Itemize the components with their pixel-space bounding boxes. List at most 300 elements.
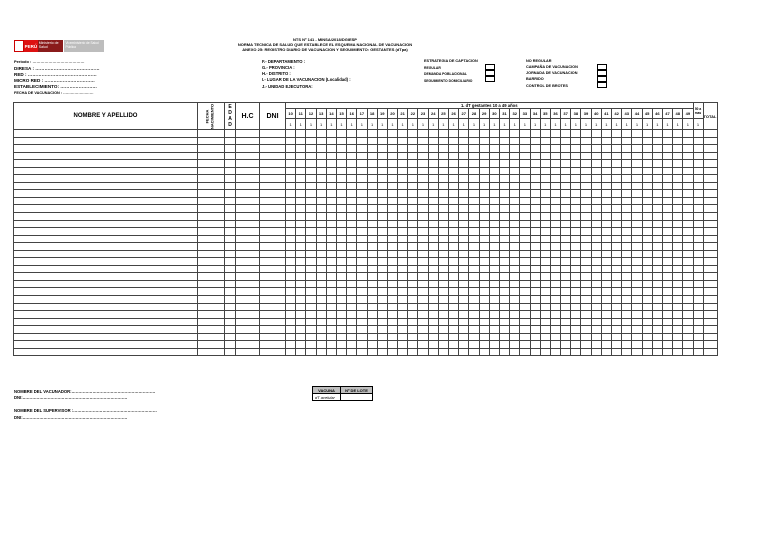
table-cell[interactable] bbox=[561, 167, 571, 175]
table-cell[interactable] bbox=[387, 250, 397, 258]
table-cell[interactable] bbox=[540, 288, 550, 296]
table-cell[interactable] bbox=[520, 145, 530, 153]
table-cell[interactable] bbox=[703, 296, 717, 304]
table-cell[interactable] bbox=[459, 175, 469, 183]
table-cell[interactable] bbox=[673, 326, 683, 334]
table-cell[interactable] bbox=[286, 130, 296, 138]
table-cell[interactable] bbox=[357, 182, 367, 190]
table-cell[interactable] bbox=[347, 205, 357, 213]
table-cell[interactable] bbox=[693, 250, 703, 258]
table-cell[interactable] bbox=[693, 197, 703, 205]
table-cell[interactable] bbox=[591, 326, 601, 334]
table-cell[interactable] bbox=[540, 197, 550, 205]
table-cell[interactable] bbox=[286, 228, 296, 236]
table-cell[interactable] bbox=[418, 333, 428, 341]
table-cell[interactable] bbox=[540, 175, 550, 183]
table-cell[interactable] bbox=[326, 197, 336, 205]
table-cell[interactable] bbox=[260, 213, 286, 221]
table-cell[interactable] bbox=[571, 311, 581, 319]
table-cell[interactable] bbox=[550, 311, 560, 319]
table-cell[interactable] bbox=[286, 273, 296, 281]
table-cell[interactable] bbox=[198, 348, 225, 356]
table-cell[interactable] bbox=[367, 220, 377, 228]
table-cell[interactable] bbox=[428, 258, 438, 266]
table-cell[interactable] bbox=[632, 296, 642, 304]
table-cell[interactable] bbox=[530, 175, 540, 183]
table-cell[interactable] bbox=[225, 205, 236, 213]
table-cell[interactable] bbox=[642, 235, 652, 243]
table-cell[interactable] bbox=[225, 333, 236, 341]
table-cell[interactable] bbox=[693, 213, 703, 221]
table-cell[interactable] bbox=[622, 303, 632, 311]
table-cell[interactable] bbox=[449, 273, 459, 281]
table-cell[interactable] bbox=[632, 175, 642, 183]
table-cell[interactable] bbox=[612, 205, 622, 213]
table-cell[interactable] bbox=[652, 341, 662, 349]
table-cell[interactable] bbox=[438, 326, 448, 334]
table-cell[interactable] bbox=[326, 326, 336, 334]
table-cell[interactable] bbox=[540, 326, 550, 334]
table-cell[interactable] bbox=[703, 167, 717, 175]
table-cell[interactable] bbox=[622, 182, 632, 190]
table-cell[interactable] bbox=[14, 190, 198, 198]
table-cell[interactable] bbox=[662, 235, 672, 243]
table-cell[interactable] bbox=[306, 167, 316, 175]
table-cell[interactable] bbox=[367, 175, 377, 183]
summary-lote-cell[interactable] bbox=[341, 394, 373, 401]
table-cell[interactable] bbox=[367, 311, 377, 319]
table-cell[interactable] bbox=[418, 250, 428, 258]
table-cell[interactable] bbox=[489, 190, 499, 198]
table-cell[interactable] bbox=[622, 243, 632, 251]
table-cell[interactable] bbox=[642, 175, 652, 183]
table-cell[interactable] bbox=[612, 190, 622, 198]
table-cell[interactable] bbox=[540, 167, 550, 175]
table-cell[interactable] bbox=[520, 318, 530, 326]
table-cell[interactable] bbox=[571, 137, 581, 145]
table-cell[interactable] bbox=[510, 265, 520, 273]
table-cell[interactable] bbox=[418, 258, 428, 266]
table-cell[interactable] bbox=[540, 228, 550, 236]
table-cell[interactable] bbox=[438, 311, 448, 319]
table-cell[interactable] bbox=[14, 265, 198, 273]
table-cell[interactable] bbox=[662, 303, 672, 311]
table-cell[interactable] bbox=[581, 243, 591, 251]
table-cell[interactable] bbox=[703, 190, 717, 198]
table-cell[interactable] bbox=[683, 326, 693, 334]
table-cell[interactable] bbox=[336, 265, 346, 273]
table-cell[interactable] bbox=[438, 197, 448, 205]
table-cell[interactable] bbox=[418, 311, 428, 319]
table-cell[interactable] bbox=[398, 175, 408, 183]
table-cell[interactable] bbox=[336, 213, 346, 221]
table-cell[interactable] bbox=[296, 190, 306, 198]
table-cell[interactable] bbox=[236, 326, 260, 334]
table-cell[interactable] bbox=[316, 137, 326, 145]
table-cell[interactable] bbox=[581, 213, 591, 221]
table-cell[interactable] bbox=[428, 190, 438, 198]
table-cell[interactable] bbox=[540, 250, 550, 258]
table-cell[interactable] bbox=[632, 213, 642, 221]
table-cell[interactable] bbox=[225, 258, 236, 266]
table-cell[interactable] bbox=[499, 213, 509, 221]
table-cell[interactable] bbox=[479, 311, 489, 319]
table-cell[interactable] bbox=[499, 167, 509, 175]
table-cell[interactable] bbox=[662, 130, 672, 138]
table-cell[interactable] bbox=[530, 228, 540, 236]
table-cell[interactable] bbox=[225, 190, 236, 198]
table-cell[interactable] bbox=[377, 182, 387, 190]
table-cell[interactable] bbox=[438, 182, 448, 190]
table-cell[interactable] bbox=[438, 333, 448, 341]
table-cell[interactable] bbox=[316, 318, 326, 326]
table-cell[interactable] bbox=[198, 213, 225, 221]
table-cell[interactable] bbox=[236, 348, 260, 356]
table-cell[interactable] bbox=[612, 326, 622, 334]
table-cell[interactable] bbox=[499, 311, 509, 319]
table-cell[interactable] bbox=[703, 273, 717, 281]
table-cell[interactable] bbox=[225, 311, 236, 319]
table-cell[interactable] bbox=[387, 333, 397, 341]
table-cell[interactable] bbox=[326, 296, 336, 304]
table-cell[interactable] bbox=[449, 145, 459, 153]
table-cell[interactable] bbox=[499, 243, 509, 251]
table-cell[interactable] bbox=[14, 205, 198, 213]
table-cell[interactable] bbox=[489, 318, 499, 326]
table-cell[interactable] bbox=[530, 235, 540, 243]
table-cell[interactable] bbox=[703, 318, 717, 326]
table-cell[interactable] bbox=[693, 311, 703, 319]
table-cell[interactable] bbox=[530, 288, 540, 296]
table-cell[interactable] bbox=[459, 288, 469, 296]
table-cell[interactable] bbox=[581, 326, 591, 334]
table-cell[interactable] bbox=[428, 243, 438, 251]
table-cell[interactable] bbox=[377, 333, 387, 341]
table-cell[interactable] bbox=[347, 190, 357, 198]
table-cell[interactable] bbox=[357, 333, 367, 341]
table-cell[interactable] bbox=[449, 250, 459, 258]
table-cell[interactable] bbox=[377, 243, 387, 251]
table-cell[interactable] bbox=[236, 258, 260, 266]
table-cell[interactable] bbox=[489, 213, 499, 221]
table-cell[interactable] bbox=[469, 152, 479, 160]
table-cell[interactable] bbox=[673, 182, 683, 190]
table-cell[interactable] bbox=[260, 333, 286, 341]
table-cell[interactable] bbox=[260, 197, 286, 205]
table-cell[interactable] bbox=[469, 265, 479, 273]
table-cell[interactable] bbox=[260, 341, 286, 349]
table-cell[interactable] bbox=[357, 167, 367, 175]
table-cell[interactable] bbox=[550, 280, 560, 288]
table-cell[interactable] bbox=[367, 235, 377, 243]
table-cell[interactable] bbox=[286, 235, 296, 243]
table-cell[interactable] bbox=[673, 288, 683, 296]
table-cell[interactable] bbox=[260, 220, 286, 228]
table-cell[interactable] bbox=[367, 348, 377, 356]
table-cell[interactable] bbox=[540, 273, 550, 281]
table-cell[interactable] bbox=[601, 288, 611, 296]
table-cell[interactable] bbox=[571, 288, 581, 296]
table-cell[interactable] bbox=[520, 213, 530, 221]
table-cell[interactable] bbox=[469, 311, 479, 319]
table-cell[interactable] bbox=[236, 175, 260, 183]
table-cell[interactable] bbox=[296, 182, 306, 190]
table-cell[interactable] bbox=[236, 205, 260, 213]
table-cell[interactable] bbox=[286, 288, 296, 296]
table-cell[interactable] bbox=[693, 333, 703, 341]
table-cell[interactable] bbox=[306, 205, 316, 213]
table-cell[interactable] bbox=[438, 130, 448, 138]
table-cell[interactable] bbox=[632, 152, 642, 160]
table-cell[interactable] bbox=[550, 130, 560, 138]
table-cell[interactable] bbox=[479, 341, 489, 349]
table-cell[interactable] bbox=[489, 130, 499, 138]
table-cell[interactable] bbox=[408, 228, 418, 236]
table-cell[interactable] bbox=[367, 167, 377, 175]
table-cell[interactable] bbox=[622, 326, 632, 334]
table-cell[interactable] bbox=[652, 145, 662, 153]
table-cell[interactable] bbox=[652, 190, 662, 198]
table-cell[interactable] bbox=[296, 288, 306, 296]
table-cell[interactable] bbox=[438, 213, 448, 221]
table-cell[interactable] bbox=[540, 296, 550, 304]
table-cell[interactable] bbox=[316, 182, 326, 190]
table-cell[interactable] bbox=[489, 160, 499, 168]
table-cell[interactable] bbox=[683, 341, 693, 349]
table-cell[interactable] bbox=[703, 205, 717, 213]
table-cell[interactable] bbox=[367, 280, 377, 288]
table-cell[interactable] bbox=[601, 167, 611, 175]
table-cell[interactable] bbox=[510, 288, 520, 296]
table-cell[interactable] bbox=[581, 258, 591, 266]
table-cell[interactable] bbox=[438, 318, 448, 326]
table-cell[interactable] bbox=[326, 348, 336, 356]
table-cell[interactable] bbox=[387, 167, 397, 175]
table-cell[interactable] bbox=[703, 333, 717, 341]
table-cell[interactable] bbox=[438, 296, 448, 304]
table-cell[interactable] bbox=[642, 326, 652, 334]
table-cell[interactable] bbox=[296, 250, 306, 258]
table-cell[interactable] bbox=[479, 318, 489, 326]
table-cell[interactable] bbox=[683, 145, 693, 153]
table-cell[interactable] bbox=[693, 167, 703, 175]
table-cell[interactable] bbox=[398, 273, 408, 281]
table-cell[interactable] bbox=[683, 258, 693, 266]
table-cell[interactable] bbox=[673, 220, 683, 228]
table-cell[interactable] bbox=[489, 145, 499, 153]
table-cell[interactable] bbox=[14, 213, 198, 221]
table-cell[interactable] bbox=[591, 130, 601, 138]
table-cell[interactable] bbox=[540, 190, 550, 198]
table-cell[interactable] bbox=[377, 145, 387, 153]
table-cell[interactable] bbox=[652, 228, 662, 236]
table-cell[interactable] bbox=[14, 228, 198, 236]
table-cell[interactable] bbox=[428, 288, 438, 296]
table-cell[interactable] bbox=[347, 303, 357, 311]
table-cell[interactable] bbox=[316, 348, 326, 356]
table-cell[interactable] bbox=[306, 258, 316, 266]
table-cell[interactable] bbox=[510, 273, 520, 281]
table-cell[interactable] bbox=[561, 137, 571, 145]
table-cell[interactable] bbox=[459, 145, 469, 153]
table-cell[interactable] bbox=[479, 250, 489, 258]
table-cell[interactable] bbox=[306, 130, 316, 138]
table-cell[interactable] bbox=[561, 182, 571, 190]
table-cell[interactable] bbox=[479, 220, 489, 228]
table-cell[interactable] bbox=[622, 175, 632, 183]
table-cell[interactable] bbox=[683, 137, 693, 145]
table-cell[interactable] bbox=[469, 318, 479, 326]
table-cell[interactable] bbox=[673, 213, 683, 221]
table-cell[interactable] bbox=[561, 197, 571, 205]
table-cell[interactable] bbox=[428, 130, 438, 138]
table-cell[interactable] bbox=[14, 235, 198, 243]
table-cell[interactable] bbox=[377, 258, 387, 266]
table-cell[interactable] bbox=[520, 243, 530, 251]
table-cell[interactable] bbox=[530, 197, 540, 205]
table-cell[interactable] bbox=[347, 326, 357, 334]
table-cell[interactable] bbox=[225, 145, 236, 153]
table-cell[interactable] bbox=[428, 318, 438, 326]
table-cell[interactable] bbox=[673, 311, 683, 319]
table-cell[interactable] bbox=[296, 348, 306, 356]
table-cell[interactable] bbox=[459, 273, 469, 281]
table-cell[interactable] bbox=[316, 205, 326, 213]
table-cell[interactable] bbox=[520, 250, 530, 258]
table-cell[interactable] bbox=[479, 137, 489, 145]
table-cell[interactable] bbox=[591, 213, 601, 221]
table-cell[interactable] bbox=[408, 303, 418, 311]
table-cell[interactable] bbox=[398, 341, 408, 349]
table-cell[interactable] bbox=[306, 265, 316, 273]
table-cell[interactable] bbox=[326, 288, 336, 296]
table-cell[interactable] bbox=[673, 243, 683, 251]
table-cell[interactable] bbox=[306, 137, 316, 145]
table-cell[interactable] bbox=[236, 130, 260, 138]
table-cell[interactable] bbox=[296, 280, 306, 288]
table-cell[interactable] bbox=[438, 167, 448, 175]
table-cell[interactable] bbox=[601, 265, 611, 273]
table-cell[interactable] bbox=[632, 145, 642, 153]
table-cell[interactable] bbox=[326, 152, 336, 160]
table-cell[interactable] bbox=[387, 220, 397, 228]
table-cell[interactable] bbox=[652, 280, 662, 288]
table-cell[interactable] bbox=[591, 250, 601, 258]
table-cell[interactable] bbox=[510, 311, 520, 319]
table-cell[interactable] bbox=[260, 130, 286, 138]
table-cell[interactable] bbox=[326, 250, 336, 258]
table-cell[interactable] bbox=[428, 326, 438, 334]
table-cell[interactable] bbox=[703, 220, 717, 228]
table-cell[interactable] bbox=[601, 145, 611, 153]
table-cell[interactable] bbox=[622, 250, 632, 258]
table-cell[interactable] bbox=[591, 235, 601, 243]
table-cell[interactable] bbox=[198, 228, 225, 236]
table-cell[interactable] bbox=[571, 197, 581, 205]
table-cell[interactable] bbox=[198, 326, 225, 334]
table-cell[interactable] bbox=[398, 235, 408, 243]
table-cell[interactable] bbox=[367, 258, 377, 266]
table-cell[interactable] bbox=[367, 190, 377, 198]
table-cell[interactable] bbox=[683, 235, 693, 243]
table-cell[interactable] bbox=[367, 333, 377, 341]
table-cell[interactable] bbox=[377, 137, 387, 145]
table-cell[interactable] bbox=[652, 197, 662, 205]
table-cell[interactable] bbox=[489, 205, 499, 213]
table-cell[interactable] bbox=[225, 348, 236, 356]
table-cell[interactable] bbox=[367, 303, 377, 311]
table-cell[interactable] bbox=[642, 273, 652, 281]
table-cell[interactable] bbox=[14, 326, 198, 334]
table-cell[interactable] bbox=[469, 205, 479, 213]
table-cell[interactable] bbox=[198, 280, 225, 288]
table-cell[interactable] bbox=[260, 250, 286, 258]
table-cell[interactable] bbox=[622, 265, 632, 273]
table-cell[interactable] bbox=[581, 160, 591, 168]
table-cell[interactable] bbox=[296, 243, 306, 251]
table-cell[interactable] bbox=[693, 175, 703, 183]
table-cell[interactable] bbox=[14, 197, 198, 205]
table-cell[interactable] bbox=[520, 258, 530, 266]
table-cell[interactable] bbox=[225, 280, 236, 288]
table-cell[interactable] bbox=[296, 265, 306, 273]
table-cell[interactable] bbox=[336, 318, 346, 326]
table-cell[interactable] bbox=[296, 258, 306, 266]
table-cell[interactable] bbox=[683, 296, 693, 304]
table-cell[interactable] bbox=[236, 288, 260, 296]
table-cell[interactable] bbox=[469, 258, 479, 266]
table-cell[interactable] bbox=[347, 197, 357, 205]
table-cell[interactable] bbox=[520, 235, 530, 243]
table-cell[interactable] bbox=[530, 167, 540, 175]
table-cell[interactable] bbox=[316, 303, 326, 311]
table-cell[interactable] bbox=[326, 175, 336, 183]
table-cell[interactable] bbox=[571, 341, 581, 349]
table-cell[interactable] bbox=[418, 243, 428, 251]
table-cell[interactable] bbox=[367, 326, 377, 334]
table-cell[interactable] bbox=[510, 280, 520, 288]
table-cell[interactable] bbox=[377, 175, 387, 183]
table-cell[interactable] bbox=[347, 258, 357, 266]
table-cell[interactable] bbox=[662, 318, 672, 326]
table-cell[interactable] bbox=[14, 333, 198, 341]
table-cell[interactable] bbox=[469, 213, 479, 221]
table-cell[interactable] bbox=[449, 265, 459, 273]
table-cell[interactable] bbox=[632, 243, 642, 251]
table-cell[interactable] bbox=[357, 235, 367, 243]
table-cell[interactable] bbox=[326, 130, 336, 138]
table-cell[interactable] bbox=[449, 303, 459, 311]
table-cell[interactable] bbox=[14, 145, 198, 153]
table-cell[interactable] bbox=[459, 220, 469, 228]
table-cell[interactable] bbox=[652, 160, 662, 168]
table-cell[interactable] bbox=[260, 243, 286, 251]
table-cell[interactable] bbox=[469, 137, 479, 145]
table-cell[interactable] bbox=[398, 160, 408, 168]
table-cell[interactable] bbox=[367, 273, 377, 281]
table-cell[interactable] bbox=[14, 182, 198, 190]
table-cell[interactable] bbox=[469, 167, 479, 175]
table-cell[interactable] bbox=[652, 137, 662, 145]
table-cell[interactable] bbox=[449, 296, 459, 304]
table-cell[interactable] bbox=[479, 303, 489, 311]
table-cell[interactable] bbox=[601, 250, 611, 258]
table-cell[interactable] bbox=[632, 130, 642, 138]
table-cell[interactable] bbox=[662, 190, 672, 198]
table-cell[interactable] bbox=[479, 167, 489, 175]
table-cell[interactable] bbox=[418, 303, 428, 311]
table-cell[interactable] bbox=[550, 250, 560, 258]
